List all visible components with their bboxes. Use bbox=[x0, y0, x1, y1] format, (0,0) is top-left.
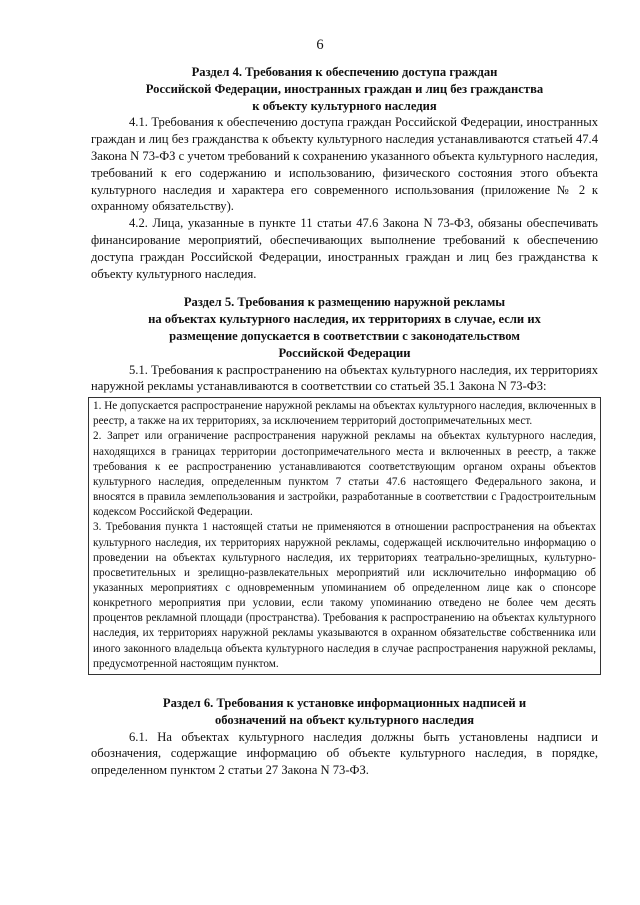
section-6 bbox=[91, 695, 598, 779]
quoted-item-1: 1. Не допускается распространение наружной рекламы на объектах культурного наследия, включенных в реестр, а также на их территориях, за исключением территорий достопримечательных мест. bbox=[93, 400, 596, 428]
section-4-heading-line: к объекту культурного наследия bbox=[252, 98, 437, 113]
section-4 bbox=[91, 64, 598, 282]
paragraph-4-2: 4.2. Лица, указанные в пункте 11 статьи 47.6 Закона N 73-ФЗ, обязаны обеспечивать финансирование мероприятий, обеспечивающих выполнение требований к обеспечению доступа граждан Российской Федерации, иностранных граждан и лиц без гражданства к объекту культурного наследия. bbox=[91, 216, 598, 281]
section-5-heading-line: размещение допускается в соответствии с законодательством bbox=[169, 328, 520, 343]
section-5 bbox=[91, 294, 598, 675]
page-number: 6 bbox=[316, 37, 324, 53]
section-6-heading-line: Раздел 6. Требования к установке информационных надписей и bbox=[162, 695, 527, 710]
paragraph-4-1: 4.1. Требования к обеспечению доступа граждан Российской Федерации, иностранных граждан и лиц без гражданства к объекту культурного наследия устанавливаются статьей 47.4 Закона N 73-ФЗ с учетом требований к сохранению указанного объекта культурного наследия, требований к его содержанию и использованию, физического состояния этого объекта культурного наследия и характера его современного использования (приложение № 2 к охранному обязательству). bbox=[91, 115, 598, 214]
section-4-heading bbox=[91, 64, 598, 114]
paragraph-6-1: 6.1. На объектах культурного наследия должны быть установлены надписи и обозначения, содержащие информацию об объекте культурного наследия, в порядке, определенном пунктом 2 статьи 27 Закона N 73-ФЗ. bbox=[91, 729, 598, 778]
law-quote-box bbox=[88, 397, 601, 675]
section-5-heading-line: Раздел 5. Требования к размещению наружной рекламы bbox=[183, 295, 506, 310]
section-gap bbox=[91, 282, 598, 294]
section-5-heading bbox=[91, 294, 598, 361]
section-4-heading-line: Российской Федерации, иностранных граждан и лиц без гражданства bbox=[145, 81, 544, 96]
quoted-item-2: 2. Запрет или ограничение распространения наружной рекламы на объектах культурного наследия, находящихся в границах территории достопримечательного места и включенных в реестр, а также требования к ее распространению устанавливаются соответствующим органом охраны объектов культурного наследия, определенным пунктом 7 статьи 47.6 настоящего Федерального закона, и вносятся в правила землепользования и застройки, разработанные в соответствии с Градостроительным кодексом Российской Федерации. bbox=[93, 430, 596, 519]
section-6-heading-line: обозначений на объект культурного наследия bbox=[214, 712, 475, 727]
page-content bbox=[91, 64, 598, 779]
quoted-item-3: 3. Требования пункта 1 настоящей статьи не применяются в отношении распространения на объектах культурного наследия, их территориях наружной рекламы, содержащей исключительно информацию о проведении на объектах культурного наследия, их территориях театрально-зрелищных, культурно-просветительных и зрелищно-развлекательных мероприятий или исключительно информацию об указанных мероприятиях с одновременным упоминанием об определенном лице как о спонсоре конкретного мероприятия при условии, если такому упоминанию отведено не более чем десять процентов рекламной площади (пространства). Требования к распространению на объектах культурного наследия, их территориях наружной рекламы указываются в охранном обязательстве собственника или иного законного владельца объекта культурного наследия в случае распространения наружной рекламы, предусмотренной настоящим пунктом. bbox=[93, 521, 596, 670]
paragraph-5-1: 5.1. Требования к распространению на объектах культурного наследия, их территориях наружной рекламы устанавливаются в соответствии со статьей 35.1 Закона N 73-ФЗ: bbox=[91, 362, 598, 394]
section-6-heading bbox=[91, 695, 598, 729]
section-5-heading-line: на объектах культурного наследия, их территориях в случае, если их bbox=[148, 312, 541, 327]
section-5-heading-line: Российской Федерации bbox=[278, 345, 411, 360]
section-4-heading-line: Раздел 4. Требования к обеспечению доступа граждан bbox=[191, 65, 498, 79]
section-gap bbox=[91, 675, 598, 695]
